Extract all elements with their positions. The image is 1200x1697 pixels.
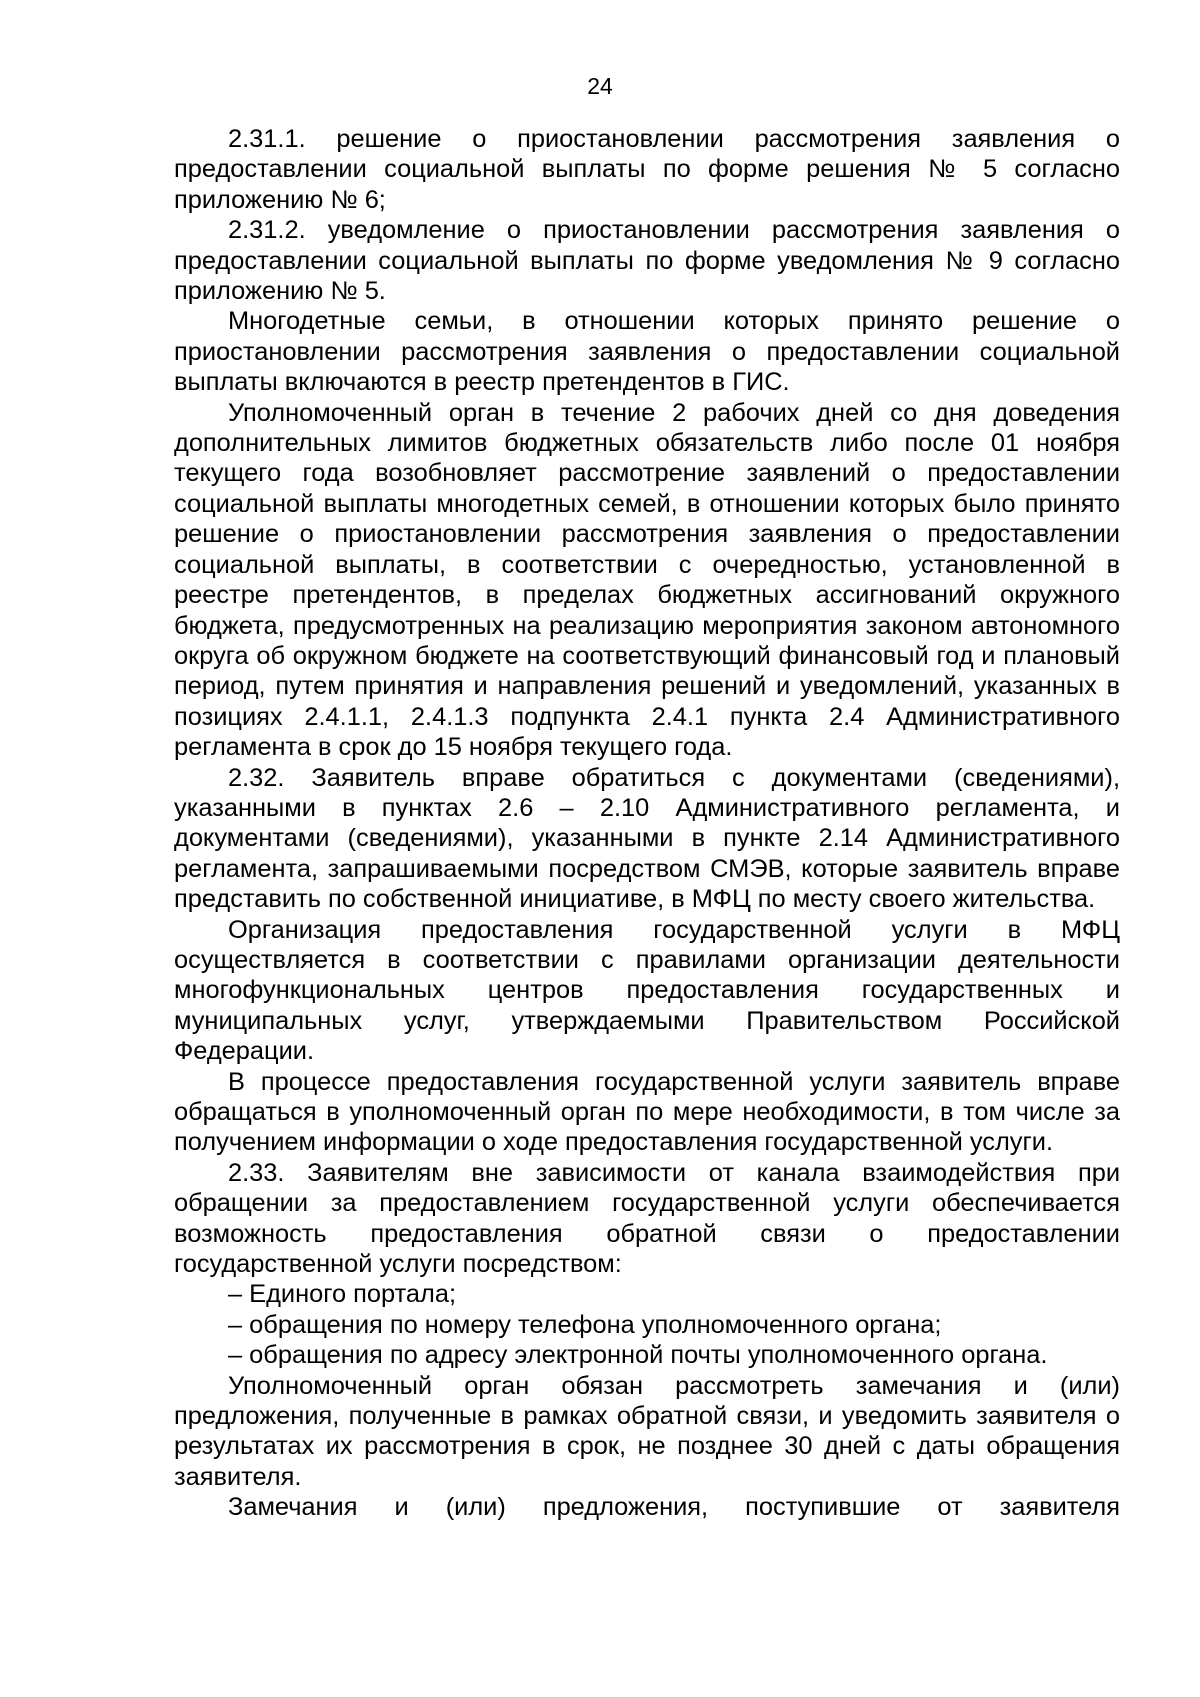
paragraph-2-31-1: 2.31.1. решение о приостановлении рассмотрения заявления о предоставлении социальной выплаты по форме решения № 5 согласно приложению № 6;: [174, 125, 1120, 214]
paragraph-resumption-of-review: Уполномоченный орган в течение 2 рабочих дней со дня доведения дополнительных лимитов бюджетных обязательств либо после 01 ноября текущего года возобновляет рассмотрение заявлений о предоставлении социальной выплаты многодетных семей, в отношении которых было принято решение о приостановлении рассмотрения заявления о предоставлении социальной выплаты, в соответствии с очередностью, установленной в реестре претендентов, в пределах бюджетных ассигнований окружного бюджета, предусмотренных на реализацию мероприятия законом автономного округа об окружном бюджете на соответствующий финансовый год и плановый период, путем принятия и направления решений и уведомлений, указанных в позициях 2.4.1.1, 2.4.1.3 подпункта 2.4.1 пункта 2.4 Административного регламента в срок до 15 ноября текущего года.: [174, 398, 1120, 762]
paragraph-feedback-review: Уполномоченный орган обязан рассмотреть замечания и (или) предложения, полученные в рамках обратной связи, и уведомить заявителя о результатах их рассмотрения в срок, не позднее 30 дней с даты обращения заявителя.: [174, 1371, 1120, 1491]
paragraph-2-32: 2.32. Заявитель вправе обратиться с документами (сведениями), указанными в пунктах 2.6 – 2.10 Административного регламента, и документами (сведениями), указанными в пункте 2.14 Административного регламента, запрашиваемыми посредством СМЭВ, которые заявитель вправе представить по собственной инициативе, в МФЦ по месту своего жительства.: [174, 763, 1120, 914]
document-body: [174, 124, 1120, 1523]
page-number: 24: [587, 73, 613, 99]
list-item-phone: – обращения по номеру телефона уполномоченного органа;: [228, 1310, 942, 1339]
paragraph-2-33: 2.33. Заявителям вне зависимости от канала взаимодействия при обращении за предоставлением государственной услуги обеспечивается возможность предоставления обратной связи о предоставлении государственной услуги посредством:: [174, 1158, 1120, 1279]
list-item-email: – обращения по адресу электронной почты уполномоченного органа.: [228, 1341, 1048, 1370]
paragraph-large-families-registry: Многодетные семьи, в отношении которых принято решение о приостановлении рассмотрения заявления о предоставлении социальной выплаты включаются в реестр претендентов в ГИС.: [174, 307, 1120, 397]
paragraph-feedback-continued: Замечания и (или) предложения, поступившие от заявителя: [228, 1493, 1120, 1522]
paragraph-2-31-2: 2.31.2. уведомление о приостановлении рассмотрения заявления о предоставлении социальной выплаты по форме уведомления № 9 согласно приложению № 5.: [174, 216, 1120, 306]
paragraph-mfc-organization: Организация предоставления государственной услуги в МФЦ осуществляется в соответствии с правилами организации деятельности многофункциональных центров предоставления государственных и муниципальных услуг, утверждаемыми Правительством Российской Федерации.: [174, 915, 1120, 1066]
paragraph-applicant-inquiries: В процессе предоставления государственной услуги заявитель вправе обращаться в уполномоченный орган по мере необходимости, в том числе за получением информации о ходе предоставления государственной услуги.: [174, 1067, 1120, 1157]
list-item-unified-portal: – Единого портала;: [228, 1280, 457, 1309]
